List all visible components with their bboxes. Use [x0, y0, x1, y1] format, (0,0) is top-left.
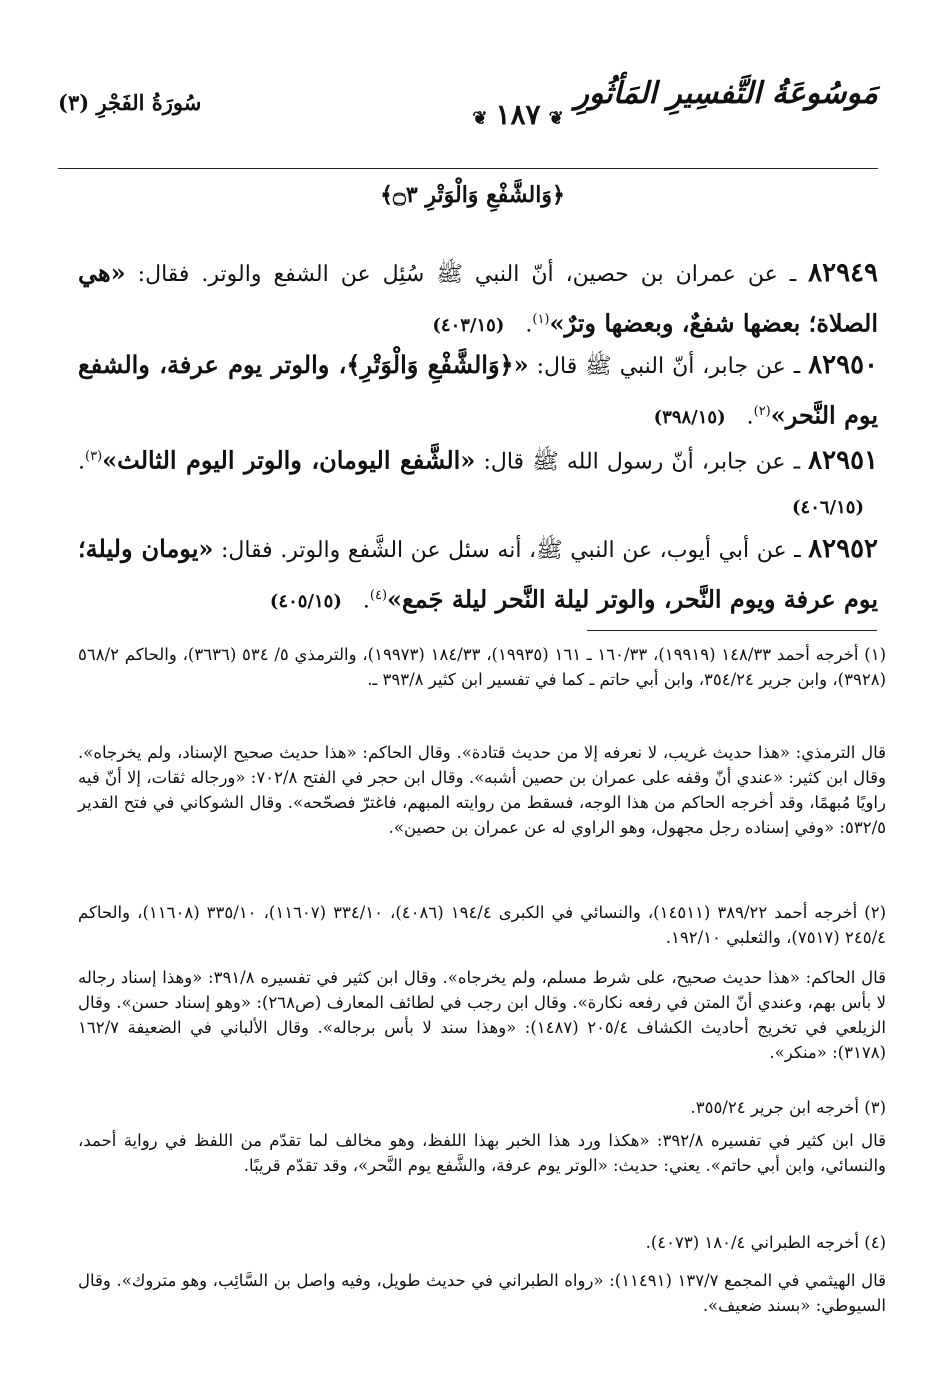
surah-title: سُورَةُ الفَجْرِ (٣) [58, 90, 202, 115]
hadith-intro: ـ عن جابر، أنّ رسول الله ﷺ قال: [483, 449, 801, 475]
footnote-commentary: قال ابن كثير في تفسيره ٣٩٢/٨: «هكذا ورد هذا الخبر بهذا اللفظ، وهو مخالف لما تقدّم من اللفظ في رواية أحمد، والنسائي، وابن أبي حاتم». يعني: حديث: «الوتر يوم عرفة، والشَّفع يوم النَّحر»، وقد تقدّم قريبًا. [78, 1131, 886, 1175]
reference: (٤٠٦/١٥) [792, 497, 864, 519]
footnote-marker[interactable]: (٢) [753, 404, 771, 419]
hadith-intro: ـ عن عمران بن حصين، أنّ النبي ﷺ سُئِل عن الشفع والوتر. فقال: [137, 262, 797, 287]
hadith-entry: ٨٢٩٥٠ ـ عن جابر، أنّ النبي ﷺ قال: «﴿وَالشَّفْعِ وَالْوَتْرِ﴾، والوتر يوم عرفة، والشفع يوم النَّحر»$^{(٢)}$. (٣٩٨/١٥) [78, 350, 879, 430]
hadith-entry: ٨٢٩٤٩ ـ عن عمران بن حصين، أنّ النبي ﷺ سُئِل عن الشفع والوتر. فقال: «هي الصلاة؛ بعضها شفعٌ، وبعضها وترٌ»$^{(١)}$. (٤٠٣/١٥) [78, 258, 878, 338]
footnote-commentary: قال الترمذي: «هذا حديث غريب، لا نعرفه إلا من حديث قتادة». وقال الحاكم: «هذا حديث صحيح الإسناد، ولم يخرجاه». وقال ابن كثير: «عندي أنّ وقفه على عمران بن حصين أشبه». وقال ابن حجر في الفتح ٧٠٢/٨: «ورجاله ثقات، إلا أنّ فيه راويًا مُبهمًا، وقد أخرجه الحاكم من هذا الوجه، فسقط من روايته المبهم، فاغترّ فصحّحه». وقال الشوكاني في فتح القدير ٥٣٢/٥: «وفي إسناده رجل مجهول، وهو الراوي له عن عمران بن حصين». [78, 743, 887, 837]
footnote: (١) أخرجه أحمد ١٤٨/٣٣ (١٩٩١٩)، ١٦٠/٣٣ ـ ١٦١ (١٩٩٣٥)، ١٨٤/٣٣ (١٩٩٧٣)، والترمذي ٥/ ٥٣٤ (٣٦٣٦)، والحاكم ٥٦٨/٢ (٣٩٢٨)، وابن جرير ٣٥٤/٢٤، وابن أبي حاتم ـ كما في تفسير ابن كثير ٣٩٣/٨ ـ. [78, 645, 887, 689]
hadith-quote: «الشَّفع اليومان، والوتر اليوم الثالث» [102, 445, 476, 475]
hadith-number: ٨٢٩٥٢ [808, 534, 878, 564]
hadith-intro: ـ عن جابر، أنّ النبي ﷺ قال: [536, 354, 801, 379]
reference: (٤٠٣/١٥) [432, 315, 505, 337]
reference: (٤٠٥/١٥) [269, 591, 342, 613]
hadith-number: ٨٢٩٤٩ [808, 258, 878, 288]
ornament-icon: ❦ [548, 108, 564, 129]
hadith-number: ٨٢٩٥١ [808, 445, 878, 476]
footnote: (٤) أخرجه الطبراني ١٨٠/٤ (٤٠٧٣). [645, 1233, 886, 1252]
page-number: ١٨٧ [495, 98, 541, 131]
book-title: مَوسُوعَةُ التَّفسِيرِ المَأثُورِ [574, 76, 878, 111]
page-number-block [418, 98, 618, 131]
hadith-quote: «هي الصلاة؛ بعضها شفعٌ، وبعضها وترٌ» [78, 258, 878, 338]
footnote-commentary: قال الحاكم: «هذا حديث صحيح، على شرط مسلم، ولم يخرجاه». وقال ابن كثير في تفسيره ٣٩١/٨: «وهذا إسناد رجاله لا بأس بهم، وعندي أنّ المتن في رفعه نكارة». وقال ابن رجب في لطائف المعارف (ص٢٦٨): «وهو إسناد حسن». وقال الزيلعي في تخريج أحاديث الكشاف ٢٠٥/٤ (١٤٨٧): «وهذا سند لا بأس برجاله». وقال الألباني في الضعيفة ١٦٢/٧ (٣١٧٨): «منكر». [78, 968, 886, 1062]
footnote-marker[interactable]: (٣) [85, 449, 103, 464]
footnote-separator [587, 630, 877, 631]
footnote: (٢) أخرجه أحمد ٣٨٩/٢٢ (١٤٥١١)، والنسائي في الكبرى ١٩٤/٤ (٤٠٨٦)، ٣٣٤/١٠ (١١٦٠٧)، ٣٣٥/١٠ (١١٦٠٨)، والحاكم ٢٤٥/٤ (٧٥١٧)، والثعلبي ١٩٢/١٠. [78, 903, 887, 947]
reference: (٣٩٨/١٥) [653, 407, 726, 429]
verse-heading: ﴿وَالشَّفْعِ وَالْوَتْرِ ۝٣﴾ [380, 182, 565, 208]
footnote-commentary: قال الهيثمي في المجمع ١٣٧/٧ (١١٤٩١): «رواه الطبراني في حديث طويل، وفيه واصل بن السَّائِب، وهو متروك». وقال السيوطي: «بسند ضعيف». [78, 1271, 886, 1315]
running-header [58, 58, 878, 131]
footnote-marker[interactable]: (١) [532, 312, 550, 327]
hadith-number: ٨٢٩٥٠ [808, 350, 879, 380]
hadith-entry: ٨٢٩٥١ ـ عن جابر، أنّ رسول الله ﷺ قال: «الشَّفع اليومان، والوتر اليوم الثالث»$^{(٣)}$. (٤٠٦/١٥) [78, 445, 878, 519]
hadith-entry: ٨٢٩٥٢ ـ عن أبي أيوب، عن النبي ﷺ، أنه سئل عن الشَّفع والوتر. فقال: «يومان وليلة؛ يوم عرفة ويوم النَّحر، والوتر ليلة النَّحر ليلة جَمع»$^{(٤)}$. (٤٠٥/١٥) [78, 534, 878, 614]
footnote-marker[interactable]: (٤) [369, 588, 388, 603]
header-rule [58, 168, 878, 169]
hadith-intro: ـ عن أبي أيوب، عن النبي ﷺ، أنه سئل عن الشَّفع والوتر. فقال: [220, 538, 801, 563]
hadith-quote: «يومان وليلة؛ يوم عرفة ويوم النَّحر، والوتر ليلة النَّحر ليلة جَمع» [78, 534, 878, 614]
hadith-quote: «﴿وَالشَّفْعِ وَالْوَتْرِ﴾، والوتر يوم عرفة، والشفع يوم النَّحر» [78, 350, 878, 430]
ornament-icon: ❦ [472, 108, 488, 129]
footnote: (٣) أخرجه ابن جرير ٣٥٥/٢٤. [690, 1098, 886, 1117]
